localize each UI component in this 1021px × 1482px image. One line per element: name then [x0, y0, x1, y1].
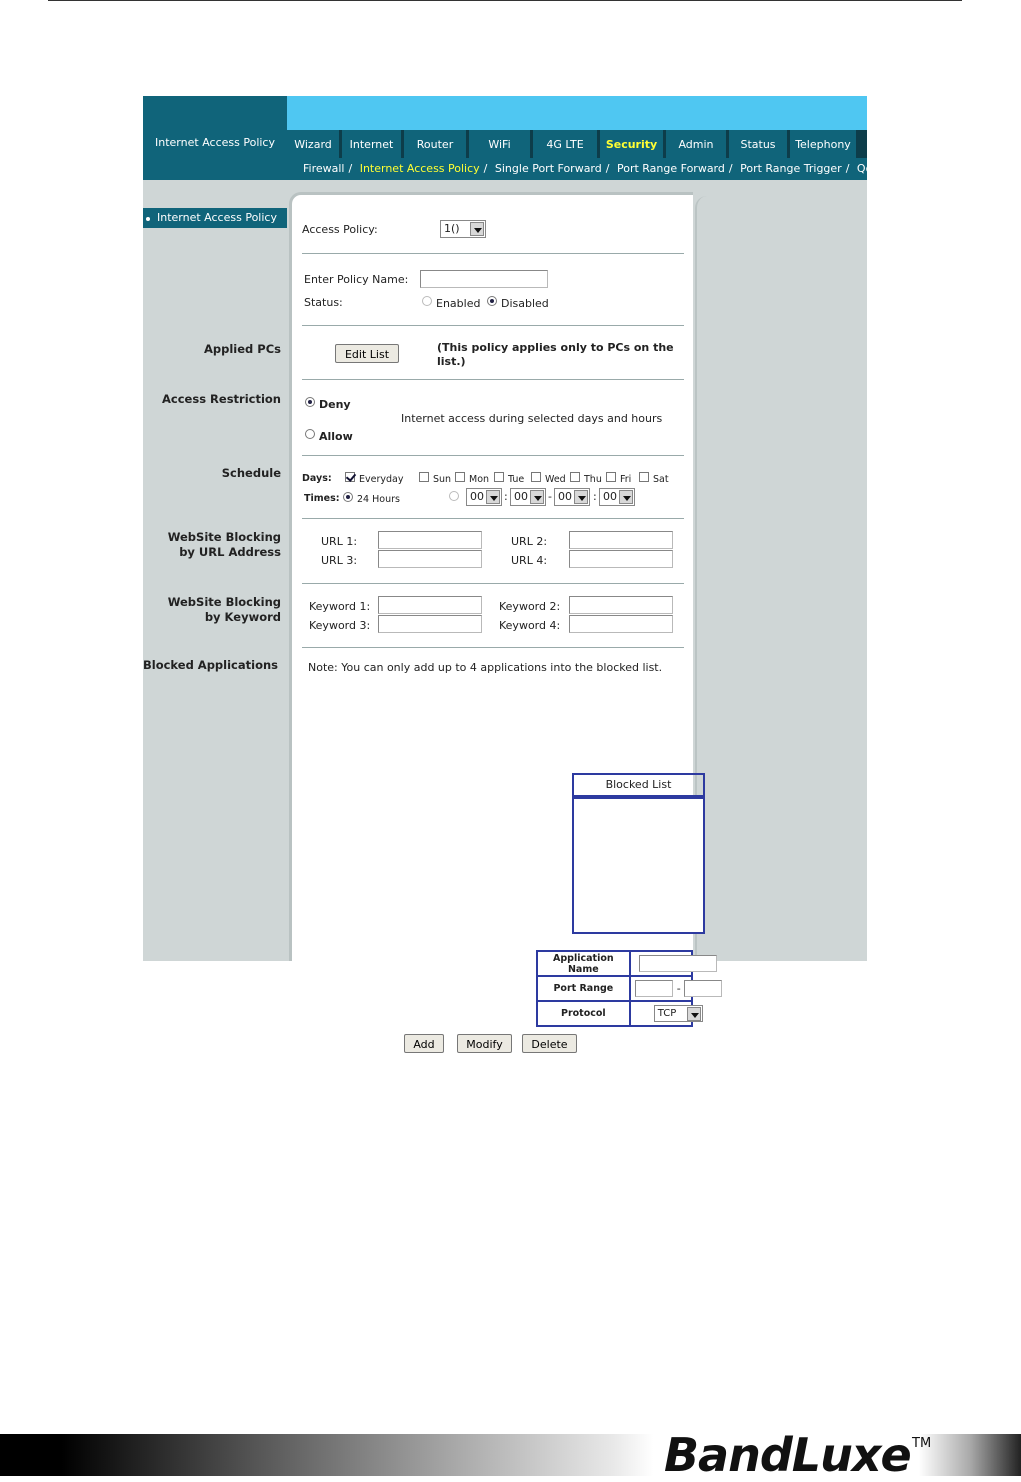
- divider: [302, 253, 684, 254]
- url2-input[interactable]: [569, 531, 673, 549]
- sidebar-item-label: Internet Access Policy: [157, 211, 277, 224]
- chevron-down-icon: [486, 490, 500, 504]
- edit-list-button[interactable]: Edit List: [335, 344, 399, 363]
- sun-checkbox[interactable]: [419, 472, 429, 482]
- port-range-dash: -: [676, 982, 681, 995]
- keyword1-input[interactable]: [378, 596, 482, 614]
- page-top-rule: [48, 0, 962, 1]
- application-name-cell: [630, 951, 692, 976]
- subnav-separator: /: [728, 162, 733, 175]
- deny-radio[interactable]: [305, 397, 315, 407]
- end-minute-select[interactable]: [599, 488, 635, 506]
- keyword2-label: Keyword 2:: [499, 600, 561, 613]
- policy-name-input[interactable]: [420, 270, 548, 288]
- thu-label: Thu: [584, 474, 602, 485]
- divider: [302, 583, 684, 584]
- delete-button[interactable]: Delete: [522, 1034, 577, 1053]
- access-policy-select[interactable]: [440, 220, 486, 238]
- fri-checkbox[interactable]: [606, 472, 616, 482]
- mon-label: Mon: [469, 474, 490, 485]
- protocol-label: Protocol: [537, 1001, 630, 1026]
- policy-name-label: Enter Policy Name:: [304, 273, 409, 286]
- days-label: Days:: [302, 473, 332, 484]
- everyday-checkbox[interactable]: [345, 472, 355, 482]
- sat-checkbox[interactable]: [639, 472, 649, 482]
- 24-hours-label: 24 Hours: [357, 494, 400, 505]
- url1-input[interactable]: [378, 531, 482, 549]
- trademark-mark: TM: [912, 1436, 932, 1451]
- subnav-single-port-forward[interactable]: Single Port Forward: [494, 162, 602, 175]
- application-name-input[interactable]: [639, 955, 717, 972]
- keyword3-label: Keyword 3:: [309, 619, 371, 632]
- divider: [302, 379, 684, 380]
- section-title: Internet Access Policy: [155, 136, 275, 149]
- port-range-label: Port Range: [537, 976, 630, 1001]
- add-button[interactable]: Add: [404, 1034, 444, 1053]
- tab-wifi[interactable]: WiFi: [469, 130, 530, 158]
- subnav-separator: /: [483, 162, 488, 175]
- applied-pcs-note: (This policy applies only to PCs on the: [437, 341, 674, 354]
- tab-status[interactable]: Status: [729, 130, 787, 158]
- tab-telephony[interactable]: Telephony: [790, 130, 856, 158]
- url3-label: URL 3:: [321, 554, 358, 567]
- status-label: Status:: [304, 296, 343, 309]
- label-keyword-blocking-line2: by Keyword: [204, 610, 281, 624]
- time-colon: :: [504, 490, 508, 503]
- tab-router[interactable]: Router: [404, 130, 466, 158]
- subnav-separator: /: [883, 162, 888, 175]
- label-schedule: Schedule: [221, 466, 281, 480]
- keyword4-input[interactable]: [569, 615, 673, 633]
- url4-input[interactable]: [569, 550, 673, 568]
- chevron-down-icon: [470, 222, 484, 236]
- protocol-cell: [630, 1001, 692, 1026]
- status-enabled-label: Enabled: [436, 297, 481, 310]
- times-label: Times:: [304, 493, 340, 504]
- allow-radio[interactable]: [305, 429, 315, 439]
- subnav-port-range-forward[interactable]: Port Range Forward: [616, 162, 725, 175]
- keyword1-label: Keyword 1:: [309, 600, 371, 613]
- access-policy-value: 1(): [444, 222, 460, 235]
- chevron-down-icon: [687, 1007, 701, 1021]
- subnav-firewall[interactable]: Firewall: [303, 162, 345, 175]
- subnav-port-range-trigger[interactable]: Port Range Trigger: [740, 162, 842, 175]
- bandluxe-logo: BandLuxe: [664, 1428, 911, 1482]
- time-colon: :: [593, 490, 597, 503]
- divider: [302, 325, 684, 326]
- start-minute-select[interactable]: [510, 488, 546, 506]
- restriction-description: Internet access during selected days and hours: [401, 412, 663, 425]
- label-keyword-blocking: [141, 595, 281, 625]
- right-sidebar: [695, 196, 867, 961]
- tab-admin[interactable]: Admin: [666, 130, 726, 158]
- time-range-radio[interactable]: [449, 491, 459, 501]
- wed-label: Wed: [545, 474, 566, 485]
- sun-label: Sun: [433, 474, 452, 485]
- sub-navigation: [287, 158, 888, 180]
- subnav-internet-access-policy[interactable]: Internet Access Policy: [359, 162, 480, 175]
- chevron-down-icon: [574, 490, 588, 504]
- end-minute-value: 00: [603, 490, 617, 503]
- wed-checkbox[interactable]: [531, 472, 541, 482]
- everyday-label: Everyday: [359, 474, 404, 485]
- label-applied-pcs: Applied PCs: [204, 342, 281, 356]
- port-end-input[interactable]: [684, 980, 722, 997]
- port-range-cell: [630, 976, 692, 1001]
- end-hour-value: 00: [558, 490, 572, 503]
- deny-label: Deny: [319, 398, 351, 411]
- sat-label: Sat: [653, 474, 669, 485]
- blocked-list-header: Blocked List: [572, 773, 705, 797]
- tab-internet[interactable]: Internet: [342, 130, 401, 158]
- thu-checkbox[interactable]: [570, 472, 580, 482]
- label-access-restriction: Access Restriction: [162, 392, 281, 406]
- fri-label: Fri: [620, 474, 632, 485]
- url2-label: URL 2:: [511, 535, 548, 548]
- applied-pcs-note-2: list.): [437, 355, 466, 368]
- start-hour-value: 00: [470, 490, 484, 503]
- header-left-panel: [143, 96, 287, 180]
- url3-input[interactable]: [378, 550, 482, 568]
- application-name-label: Application Name: [537, 951, 630, 976]
- keyword4-label: Keyword 4:: [499, 619, 561, 632]
- protocol-value: TCP: [657, 1008, 677, 1019]
- allow-label: Allow: [319, 430, 353, 443]
- status-disabled-radio[interactable]: [487, 296, 497, 306]
- time-dash: -: [548, 490, 552, 503]
- tue-label: Tue: [508, 474, 525, 485]
- divider: [302, 518, 684, 519]
- url4-label: URL 4:: [511, 554, 548, 567]
- start-minute-value: 00: [514, 490, 528, 503]
- content-panel: [289, 192, 693, 1051]
- mon-checkbox[interactable]: [455, 472, 465, 482]
- label-url-blocking-line2: by URL Address: [179, 545, 281, 559]
- keyword3-input[interactable]: [378, 615, 482, 633]
- label-url-blocking: [141, 530, 281, 560]
- subnav-separator: /: [348, 162, 353, 175]
- port-start-input[interactable]: [635, 980, 673, 997]
- left-sidebar: [143, 180, 287, 961]
- status-disabled-label: Disabled: [501, 297, 549, 310]
- tue-checkbox[interactable]: [494, 472, 504, 482]
- chevron-down-icon: [530, 490, 544, 504]
- main-tabs: [287, 130, 867, 158]
- end-hour-select[interactable]: [554, 488, 590, 506]
- url1-label: URL 1:: [321, 535, 358, 548]
- label-blocked-applications: Blocked Applications: [143, 658, 278, 672]
- tab-wizard[interactable]: Wizard: [287, 130, 339, 158]
- application-form-table: [536, 950, 693, 1027]
- modify-button[interactable]: Modify: [457, 1034, 512, 1053]
- access-policy-label: Access Policy:: [302, 223, 378, 236]
- label-keyword-blocking-line1: WebSite Blocking: [167, 595, 281, 609]
- subnav-separator: /: [845, 162, 850, 175]
- bullet-icon: [146, 217, 150, 221]
- tab-security[interactable]: Security: [600, 130, 663, 158]
- tab-4g-lte[interactable]: 4G LTE: [533, 130, 597, 158]
- protocol-select[interactable]: [654, 1005, 703, 1022]
- keyword2-input[interactable]: [569, 596, 673, 614]
- sidebar-item-internet-access-policy[interactable]: [143, 208, 287, 228]
- router-admin-frame: [143, 96, 888, 1051]
- blocked-list-box[interactable]: [572, 797, 705, 934]
- 24-hours-radio[interactable]: [343, 492, 353, 502]
- label-url-blocking-line1: WebSite Blocking: [167, 530, 281, 544]
- chevron-down-icon: [619, 490, 633, 504]
- subnav-qos[interactable]: QoS: [856, 162, 880, 175]
- divider: [302, 647, 684, 648]
- start-hour-select[interactable]: [466, 488, 502, 506]
- divider: [302, 455, 684, 456]
- status-enabled-radio[interactable]: [422, 296, 432, 306]
- blocked-note: Note: You can only add up to 4 applications into the blocked list.: [308, 661, 663, 674]
- subnav-separator: /: [605, 162, 610, 175]
